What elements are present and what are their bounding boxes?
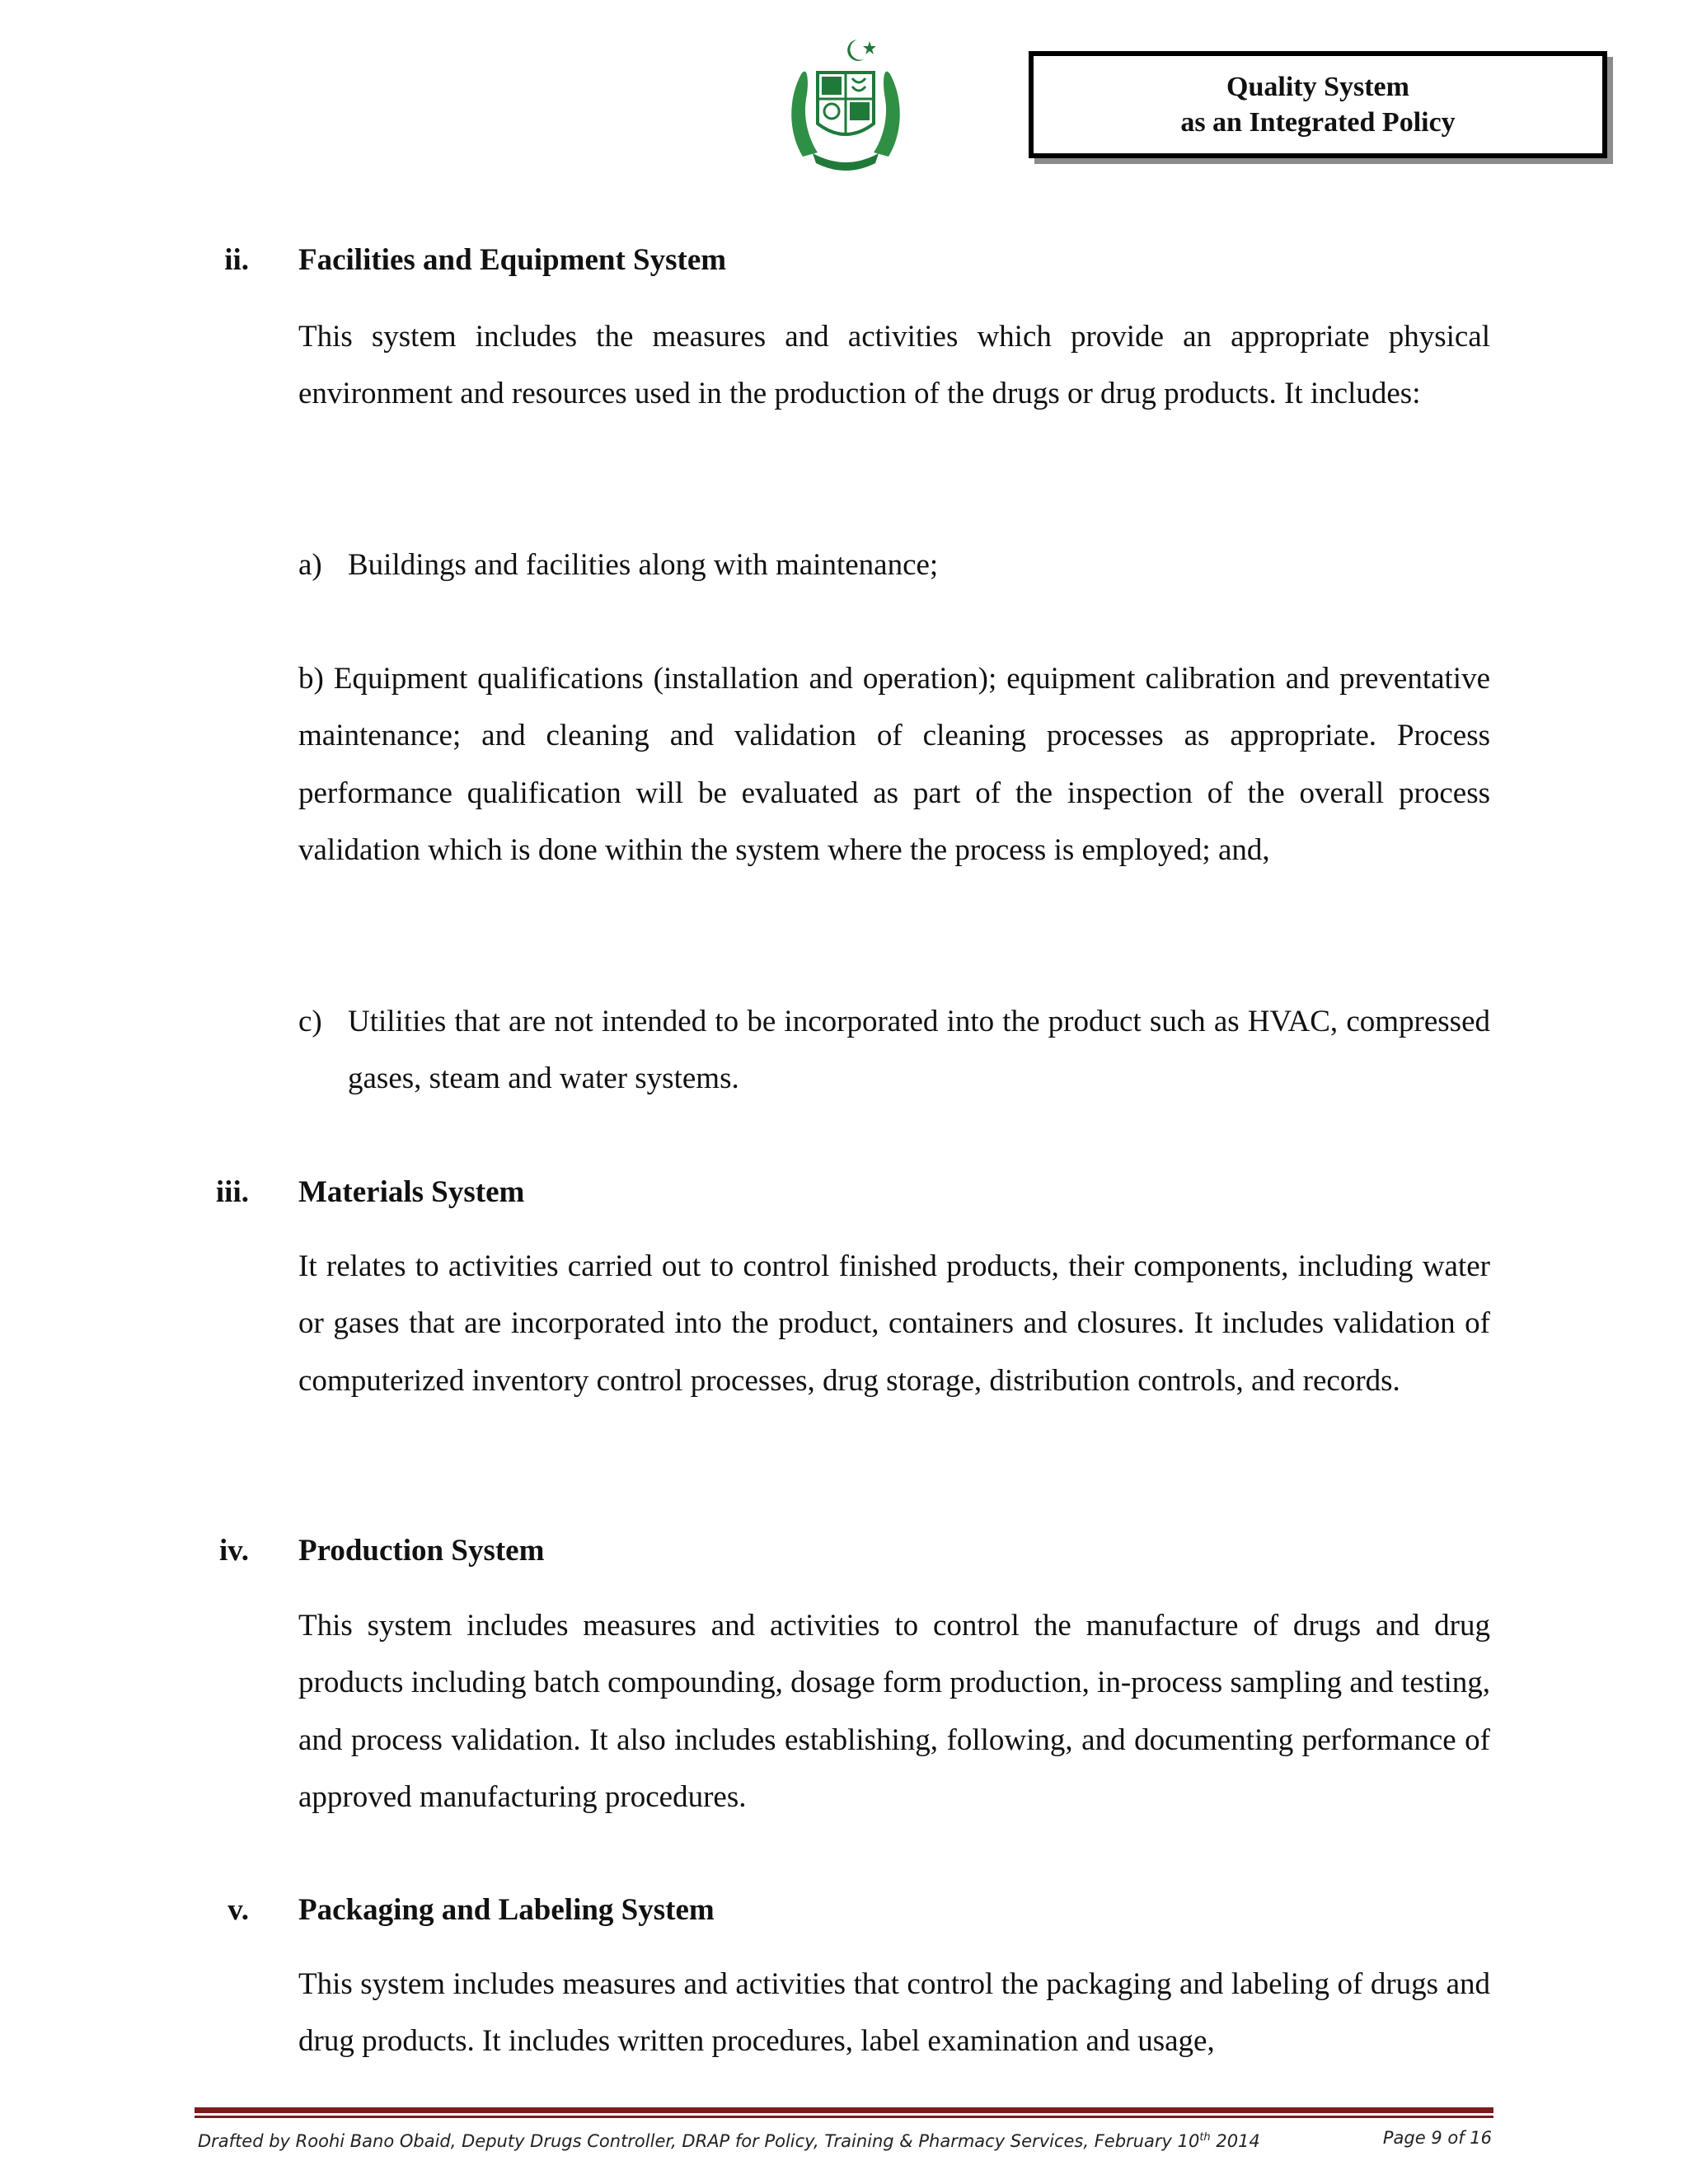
section-title: Materials System [298, 1175, 525, 1209]
section-numeral: iii. [215, 1175, 249, 1209]
list-item-text: Utilities that are not intended to be incorporated into the product such as HVAC, compressed gases, steam and water systems. [348, 1005, 1490, 1096]
section-body-paragraph: It relates to activities carried out to control finished products, their components, including water or gases that are incorporated into the product, containers and closures. It includes validation of computerized inventory control processes, drug storage, distribution controls, and records. [298, 1249, 1490, 1398]
header-title-line2: as an Integrated Policy [1180, 107, 1456, 138]
section-numeral: v. [227, 1893, 249, 1927]
section-title: Production System [298, 1534, 545, 1568]
list-item-label: c) [298, 1005, 322, 1038]
section-title: Facilities and Equipment System [298, 243, 727, 277]
list-item [298, 993, 1490, 1108]
list-item-paragraph [298, 650, 1490, 879]
list-item-label: a) [298, 548, 322, 582]
list-item-text: Equipment qualifications (installation and operation); equipment calibration and preventative maintenance; and cleaning and validation of cleaning processes as appropriate. Process performance qualification will be evaluated as part of the inspection of the overall process validation which is done within the system where the process is employed; and, [298, 662, 1491, 867]
national-emblem-icon [785, 33, 907, 173]
list-item-label: b) [298, 662, 324, 696]
section-numeral: iv. [219, 1534, 249, 1568]
section-title: Packaging and Labeling System [298, 1893, 715, 1927]
document-header-box [1029, 51, 1607, 158]
section-heading-facilities [0, 240, 1688, 281]
section-intro-paragraph: This system includes the measures and activities which provide an appropriate physical environment and resources used in the production of the drugs or drug products. It includes: [298, 320, 1490, 411]
footer-rule [195, 2106, 1493, 2121]
header-title-line1: Quality System [1226, 72, 1409, 102]
section-body-paragraph: This system includes measures and activities to control the manufacture of drugs and drug products including batch compounding, dosage form production, in-process sampling and testing, and process validation. It also includes establishing, following, and documenting performance of approved manufacturing procedures. [298, 1609, 1490, 1814]
page-footer [198, 2121, 1492, 2154]
footer-credit: Drafted by Roohi Bano Obaid, Deputy Drugs Controller, DRAP for Policy, Training & Pharmacy Services, February 10th 2014 [198, 2131, 1260, 2151]
section-body-paragraph: This system includes measures and activities that control the packaging and labeling of drugs and drug products. It includes written procedures, label examination and usage, [298, 1967, 1490, 2059]
section-heading-production [0, 1530, 1688, 1572]
section-heading-packaging [0, 1890, 1688, 1931]
section-numeral: ii. [224, 243, 249, 277]
list-item [298, 537, 1490, 593]
section-heading-materials [0, 1172, 1688, 1213]
list-item-text: Buildings and facilities along with maintenance; [348, 548, 939, 582]
page-number: Page 9 of 16 [1382, 2128, 1492, 2148]
